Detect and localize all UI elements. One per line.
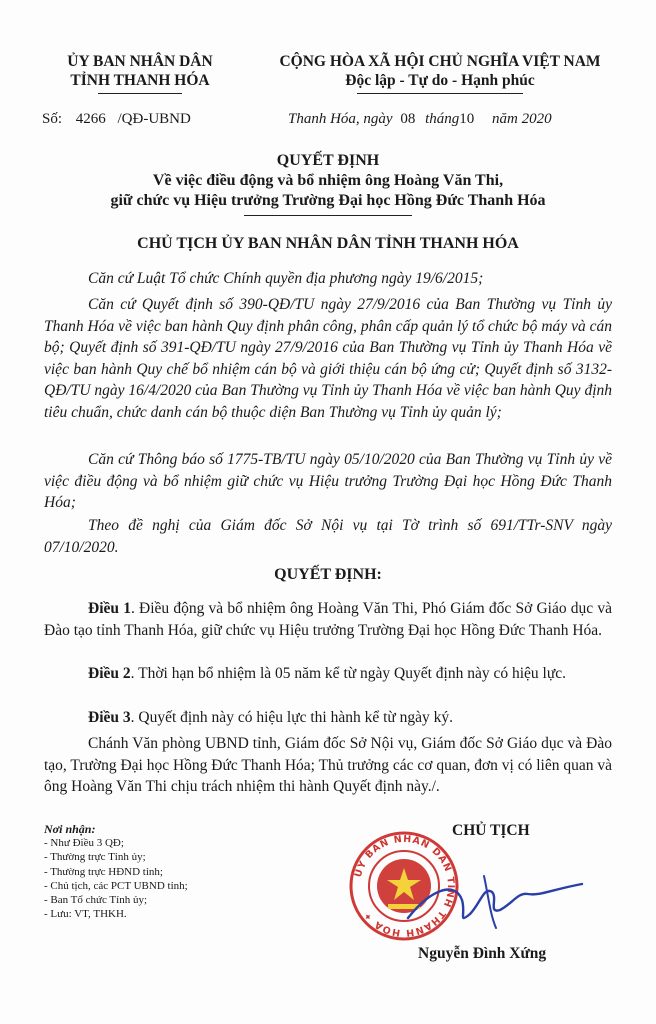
issuing-authority: CHỦ TỊCH ỦY BAN NHÂN DÂN TỈNH THANH HÓA xyxy=(137,235,519,252)
article-3-label: Điều 3 xyxy=(88,709,131,726)
decision-title xyxy=(40,151,616,211)
recipient-item: - Lưu: VT, THKH. xyxy=(44,908,127,921)
nation-motto: Độc lập - Tự do - Hạnh phúc xyxy=(345,72,535,89)
issue-date xyxy=(288,111,552,128)
org-underline xyxy=(98,93,182,94)
article-1-label: Điều 1 xyxy=(88,600,131,617)
basis-2: Căn cứ Quyết định số 390-QĐ/TU ngày 27/9/2016 của Ban Thường vụ Tỉnh ủy Thanh Hóa về việc ban hành Quy định phân công, phân cấp quản lý tổ chức bộ máy và cán bộ; Quyết định số 391-QĐ/TU ngày 27/9/2016 của Ban Thường vụ Tỉnh ủy Thanh Hóa về việc ban hành Quy chế bổ nhiệm cán bộ và giới thiệu cán bộ ứng cử; Quyết định số 3132-QĐ/TU ngày 16/4/2020 của Ban Thường vụ Tỉnh ủy Thanh Hóa về việc ban hành Quy định tiêu chuẩn, chức danh cán bộ thuộc diện Ban Thường vụ Tỉnh ủy quản lý; xyxy=(44,296,612,421)
basis-4: Theo đề nghị của Giám đốc Sở Nội vụ tại Tờ trình số 691/TTr-SNV ngày 07/10/2020. xyxy=(44,517,612,556)
number-prefix: Số: xyxy=(42,111,63,127)
recipient-item: - Chủ tịch, các PCT UBND tỉnh; xyxy=(44,879,188,892)
number-value: 4266 xyxy=(75,111,106,127)
org-line-1: ỦY BAN NHÂN DÂN xyxy=(67,53,213,70)
article-2-label: Điều 2 xyxy=(88,665,131,682)
document-number xyxy=(42,111,191,128)
doc-type: QUYẾT ĐỊNH xyxy=(276,152,380,169)
signer-name: Nguyễn Đình Xứng xyxy=(418,945,547,962)
date-place: Thanh Hóa, ngày xyxy=(288,111,393,127)
org-line-2: TỈNH THANH HÓA xyxy=(70,72,210,89)
recipient-item: - Ban Tổ chức Tỉnh ủy; xyxy=(44,894,148,907)
handwritten-signature-icon xyxy=(400,870,590,930)
motto-underline xyxy=(357,93,523,94)
recipients-block xyxy=(44,822,188,921)
article-1 xyxy=(44,598,612,641)
recipients-title: Nơi nhận: xyxy=(44,822,96,836)
article-2-text: . Thời hạn bổ nhiệm là 05 năm kể từ ngày Quyết định này có hiệu lực. xyxy=(130,665,566,682)
recipient-item: - Thường trực HĐND tỉnh; xyxy=(44,865,163,878)
article-3 xyxy=(44,707,612,729)
basis-1: Căn cứ Luật Tổ chức Chính quyền địa phương ngày 19/6/2015; xyxy=(88,270,484,287)
issuing-org xyxy=(40,52,240,90)
subject-underline xyxy=(244,215,412,216)
subject-line-1: Về việc điều động và bổ nhiệm ông Hoàng Văn Thi, xyxy=(152,172,504,189)
article-3-text: . Quyết định này có hiệu lực thi hành kể từ ngày ký. xyxy=(130,709,454,726)
national-header xyxy=(250,52,630,90)
number-suffix: /QĐ-UBND xyxy=(117,111,191,127)
subject-line-2: giữ chức vụ Hiệu trưởng Trường Đại học Hồng Đức Thanh Hóa xyxy=(110,192,546,209)
decide-heading: QUYẾT ĐỊNH: xyxy=(274,566,382,583)
article-1-text: . Điều động và bổ nhiệm ông Hoàng Văn Thi, Phó Giám đốc Sở Giáo dục và Đào tạo tỉnh Thanh Hóa, giữ chức vụ Hiệu trưởng Trường Đại học Hồng Đức Thanh Hóa. xyxy=(44,600,613,639)
recipient-item: - Như Điều 3 QĐ; xyxy=(44,837,124,850)
nation-title: CỘNG HÒA XÃ HỘI CHỦ NGHĨA VIỆT NAM xyxy=(279,53,601,70)
recipient-item: - Thường trực Tỉnh ủy; xyxy=(44,851,146,864)
basis-3: Căn cứ Thông báo số 1775-TB/TU ngày 05/10/2020 của Ban Thường vụ Tỉnh ủy về việc điều động và bổ nhiệm giữ chức vụ Hiệu trưởng Trường Đại học Hồng Đức Thanh Hóa; xyxy=(44,451,612,511)
date-year: năm 2020 xyxy=(492,111,552,127)
date-day: 08 xyxy=(400,111,416,127)
article-2 xyxy=(44,663,612,685)
svg-text:ỦY BAN NHÂN DÂN TỈNH THANH HÓA: ỦY BAN NHÂN DÂN TỈNH THANH HÓA ✦ xyxy=(352,833,457,939)
date-month-label: tháng xyxy=(425,111,460,127)
signer-position: CHỦ TỊCH xyxy=(452,822,530,839)
execution-clause: Chánh Văn phòng UBND tỉnh, Giám đốc Sở Nội vụ, Giám đốc Sở Giáo dục và Đào tạo, Trường Đại học Hồng Đức Thanh Hóa; Thủ trưởng các cơ quan, đơn vị có liên quan và ông Hoàng Văn Thi chịu trách nhiệm thi hành Quyết định này./. xyxy=(44,735,612,795)
date-month: 10 xyxy=(459,111,475,127)
